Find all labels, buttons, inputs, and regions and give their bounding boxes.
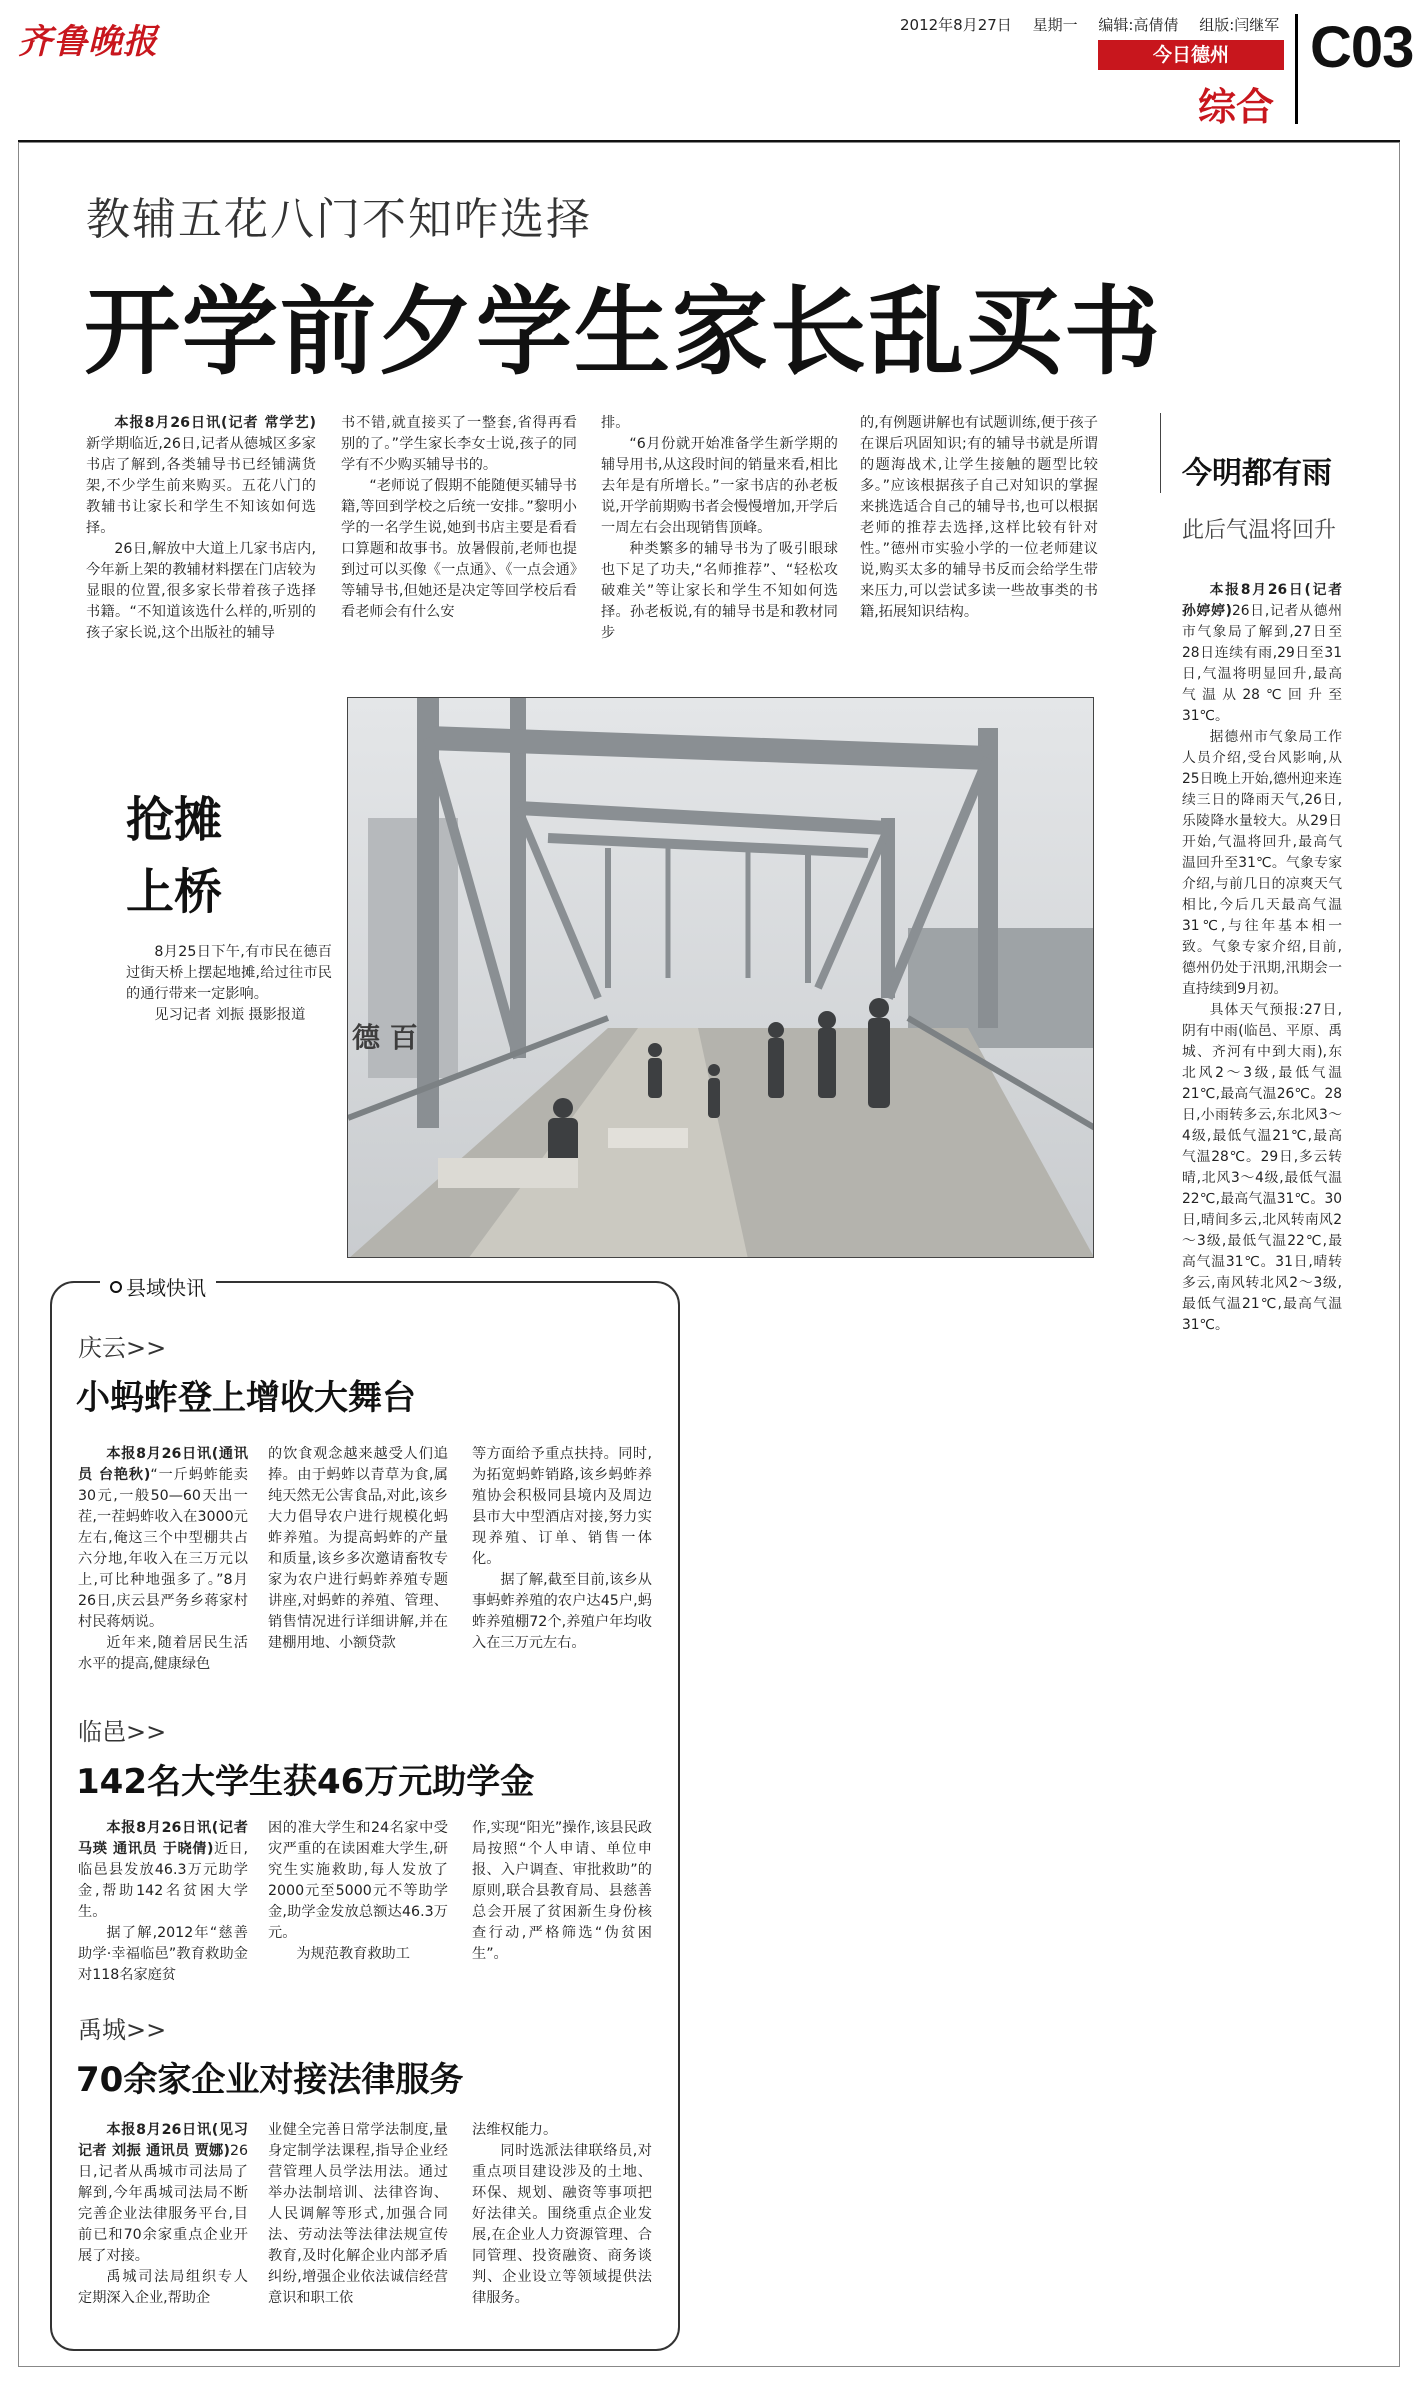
editor-credit: 编辑:高倩倩	[1098, 16, 1179, 34]
brief-paragraph	[78, 2120, 248, 2267]
brief-column	[78, 2120, 248, 2309]
weather-paragraph	[1182, 580, 1342, 727]
brief-text: 26日,记者从禹城市司法局了解到,今年禹城司法局不断完善企业法律服务平台,目前已和70余家重点企业开展了对接。	[78, 2143, 248, 2264]
issue-meta	[900, 14, 1295, 35]
story-text: 书不错,就直接买了一整套,省得再看别的了。”学生家长李女士说,孩子的同学有不少购买辅导书的。	[341, 415, 577, 473]
weather-subhead: 此后气温将回升	[1182, 518, 1337, 543]
region-label: 临邑>>	[78, 1718, 167, 1746]
story-column-1	[86, 413, 316, 644]
brief-headline: 142名大学生获46万元助学金	[76, 1762, 535, 1802]
brief-paragraph	[268, 1818, 448, 1944]
brief-text: “一斤蚂蚱能卖30元,一般50—60天出一茬,一茬蚂蚱收入在3000元左右,俺这三个中型棚共占六分地,年收入在三万元以上,可比种地强多了。”8月26日,庆云县严务乡蒋家村村民蒋炳说。	[78, 1467, 248, 1630]
photo-title-line: 抢摊	[126, 792, 223, 848]
issue-date: 2012年8月27日	[900, 16, 1012, 34]
issue-weekday: 星期一	[1032, 16, 1078, 34]
brief-text: 据了解,截至目前,该乡从事蚂蚱养殖的农户达45户,蚂蚱养殖棚72个,养殖户年均收入在三万元左右。	[472, 1572, 652, 1651]
brief-column	[472, 1818, 652, 1965]
story-paragraph	[860, 413, 1098, 623]
story-paragraph	[601, 413, 838, 434]
brief-paragraph	[268, 1944, 448, 1965]
weather-paragraph	[1182, 727, 1342, 1000]
story-headline: 开学前夕学生家长乱买书	[84, 275, 1162, 388]
weather-column	[1182, 580, 1342, 1336]
region-label: 禹城>>	[78, 2016, 167, 2044]
story-text: “老师说了假期不能随便买辅导书籍,等回到学校之后统一安排。”黎明小学的一名学生说,她到书店主要是看看口算题和故事书。放暑假前,老师也提到过可以买像《一点通》、《一点会通》等辅导书,但她还是决定等回学校后看看老师会有什么安	[341, 478, 577, 620]
photo-credit: 见习记者 刘振 摄影报道	[154, 1007, 306, 1023]
story-column-4	[860, 413, 1098, 623]
layout-credit: 组版:闫继军	[1199, 16, 1280, 34]
bullet-icon	[110, 1281, 122, 1293]
story-kicker: 教辅五花八门不知咋选择	[86, 194, 592, 245]
story-text: “6月份就开始准备学生新学期的辅导用书,从这段时间的销量来看,相比去年是有所增长。”一家书店的孙老板说,开学前期购书者会慢慢增加,开学后一周左右会出现销售顶峰。	[601, 436, 838, 536]
brief-text: 近日,临邑县发放46.3万元助学金,帮助142名贫困大学生。	[78, 1841, 248, 1920]
story-paragraph	[86, 539, 316, 644]
brief-paragraph	[78, 1444, 248, 1633]
weather-text: 26日,记者从德州市气象局了解到,27日至28日连续有雨,29日至31日,气温将明显回升,最高气温从28℃回升至31℃。	[1182, 603, 1342, 724]
page-number-divider	[1295, 14, 1298, 124]
photo-sign-text: 德 百	[352, 1021, 418, 1054]
brief-text: 据了解,2012年“慈善助学·幸福临邑”教育救助金对118名家庭贫	[78, 1925, 248, 1983]
brief-paragraph	[472, 1444, 652, 1570]
brief-paragraph	[78, 1633, 248, 1675]
brief-paragraph	[472, 2120, 652, 2141]
story-column-2	[341, 413, 577, 623]
brief-text: 作,实现“阳光”操作,该县民政局按照“个人申请、单位申报、入户调查、审批救助”的原则,联合县教育局、县慈善总会开展了贫困新生身份核查行动,严格筛选“伪贫困生”。	[472, 1820, 652, 1962]
weather-paragraph	[1182, 1000, 1342, 1336]
brief-headline: 70余家企业对接法律服务	[76, 2060, 464, 2100]
photo-title-line: 上桥	[126, 864, 223, 920]
brief-text: 的饮食观念越来越受人们追捧。由于蚂蚱以青草为食,属纯天然无公害食品,对此,该乡大力倡导农户进行规模化蚂蚱养殖。为提高蚂蚱的产量和质量,该乡多次邀请畜牧专家为农户进行蚂蚱养殖专题讲座,对蚂蚱的养殖、管理、销售情况进行详细讲解,并在建棚用地、小额贷款	[268, 1446, 448, 1651]
brief-paragraph	[472, 2141, 652, 2309]
brief-column	[268, 2120, 448, 2309]
brief-lead: 本报8月26日讯(通讯员 台艳秋)	[78, 1446, 248, 1483]
brief-paragraph	[268, 2120, 448, 2309]
page-number: C03	[1310, 15, 1414, 80]
caption-text: 8月25日下午,有市民在德百过街天桥上摆起地摊,给过往市民的通行带来一定影响。	[126, 944, 332, 1002]
brief-text: 等方面给予重点扶持。同时,为拓宽蚂蚱销路,该乡蚂蚱养殖协会积极同县境内及周边县市大中型酒店对接,努力实现养殖、订单、销售一体化。	[472, 1446, 652, 1567]
brief-text: 同时选派法律联络员,对重点项目建设涉及的土地、环保、规划、融资等事项把好法律关。围绕重点企业发展,在企业人力资源管理、合同管理、投资融资、商务谈判、企业设立等领域提供法律服务。	[472, 2143, 652, 2306]
section-title: 综合	[1198, 84, 1275, 129]
brief-paragraph	[472, 1570, 652, 1654]
story-lead: 本报8月26日讯(记者 常学艺)	[114, 415, 316, 431]
weather-headline: 今明都有雨	[1182, 456, 1332, 491]
brief-column	[472, 1444, 652, 1654]
story-text: 26日,解放中大道上几家书店内,今年新上架的教辅材料摆在门店较为显眼的位置,很多家长带着孩子选择书籍。“不知道该选什么样的,听别的孩子家长说,这个出版社的辅导	[86, 541, 316, 641]
story-text: 排。	[601, 415, 630, 431]
brief-text: 近年来,随着居民生活水平的提高,健康绿色	[78, 1635, 248, 1672]
brief-paragraph	[78, 1818, 248, 1923]
story-text: 种类繁多的辅导书为了吸引眼球也下足了功夫,“名师推荐”、“轻松攻破难关”等让家长和学生不知如何选择。孙老板说,有的辅导书是和教材同步	[601, 541, 838, 641]
brief-text: 业健全完善日常学法制度,量身定制学法课程,指导企业经营管理人员学法用法。通过举办法制培训、法律咨询、人民调解等形式,加强合同法、劳动法等法律法规宣传教育,及时化解企业内部矛盾纠纷,增强企业依法诚信经营意识和职工依	[268, 2122, 448, 2306]
brief-column	[472, 2120, 652, 2309]
brief-paragraph	[78, 2267, 248, 2309]
photo-title	[126, 784, 222, 928]
weather-divider	[1160, 413, 1161, 493]
edition-badge: 今日德州	[1098, 40, 1284, 70]
brief-text: 困的准大学生和24名家中受灾严重的在读困难大学生,研究生实施救助,每人发放了2000元至5000元不等助学金,助学金发放总额达46.3万元。	[268, 1820, 448, 1941]
story-paragraph	[601, 539, 838, 644]
region-label: 庆云>>	[78, 1334, 167, 1362]
weather-text: 据德州市气象局工作人员介绍,受台风影响,从25日晚上开始,德州迎来连续三日的降雨天气,26日,乐陵降水量较大。从29日开始,气温将回升,最高气温回升至31℃。气象专家介绍,与前几日的凉爽天气相比,今后几天最高气温31℃,与往年基本相一致。气象专家介绍,目前,德州仍处于汛期,汛期会一直持续到9月初。	[1182, 729, 1342, 997]
story-paragraph	[341, 476, 577, 623]
brief-text: 禹城司法局组织专人定期深入企业,帮助企	[78, 2269, 248, 2306]
brief-paragraph	[472, 1818, 652, 1965]
brief-text: 为规范教育救助工	[296, 1946, 410, 1962]
brief-paragraph	[268, 1444, 448, 1654]
brief-paragraph	[78, 1923, 248, 1986]
story-paragraph	[341, 413, 577, 476]
news-photo	[347, 697, 1094, 1258]
story-paragraph	[601, 434, 838, 539]
brief-headline: 小蚂蚱登上增收大舞台	[76, 1378, 416, 1418]
photo-caption	[126, 942, 332, 1026]
brief-text: 法维权能力。	[472, 2122, 558, 2138]
bridge-photo-illustration	[348, 698, 1094, 1258]
story-text: 新学期临近,26日,记者从德城区多家书店了解到,各类辅导书已经铺满货架,不少学生前来购买。五花八门的教辅书让家长和学生不知该如何选择。	[86, 436, 316, 536]
brief-lead: 本报8月26日讯(记者 马瑛 通讯员 于晓倩)	[78, 1820, 248, 1857]
story-column-3	[601, 413, 838, 644]
county-news-label-text: 县域快讯	[126, 1276, 206, 1300]
county-news-label	[100, 1272, 216, 1301]
brief-column	[268, 1444, 448, 1654]
story-paragraph	[86, 413, 316, 539]
weather-lead: 本报8月26日(记者 孙婷婷)	[1182, 582, 1342, 619]
brief-column	[78, 1818, 248, 1986]
brief-lead: 本报8月26日讯(见习记者 刘振 通讯员 贾娜)	[78, 2122, 248, 2159]
story-text: 的,有例题讲解也有试题训练,便于孩子在课后巩固知识;有的辅导书就是所谓的题海战术,让学生接触的题型比较多。”应该根据孩子自己对知识的掌握来挑选适合自己的辅导书,也可以根据老师的推荐去选择,这样比较有针对性。”德州市实验小学的一位老师建议说,购买太多的辅导书反而会给学生带来压力,可以尝试多读一些故事类的书籍,拓展知识结构。	[860, 415, 1098, 620]
weather-text: 具体天气预报:27日,阴有中雨(临邑、平原、禹城、齐河有中到大雨),东北风2～3级,最低气温21℃,最高气温26℃。28日,小雨转多云,东北风3～4级,最低气温21℃,最高气温28℃。29日,多云转晴,北风3～4级,最低气温22℃,最高气温31℃。30日,晴间多云,北风转南风2～3级,最低气温22℃,最高气温31℃。31日,晴转多云,南风转北风2～3级,最低气温21℃,最高气温31℃。	[1182, 1002, 1342, 1333]
brief-column	[78, 1444, 248, 1675]
brief-column	[268, 1818, 448, 1965]
newspaper-logo: 齐鲁晚报	[18, 22, 158, 62]
